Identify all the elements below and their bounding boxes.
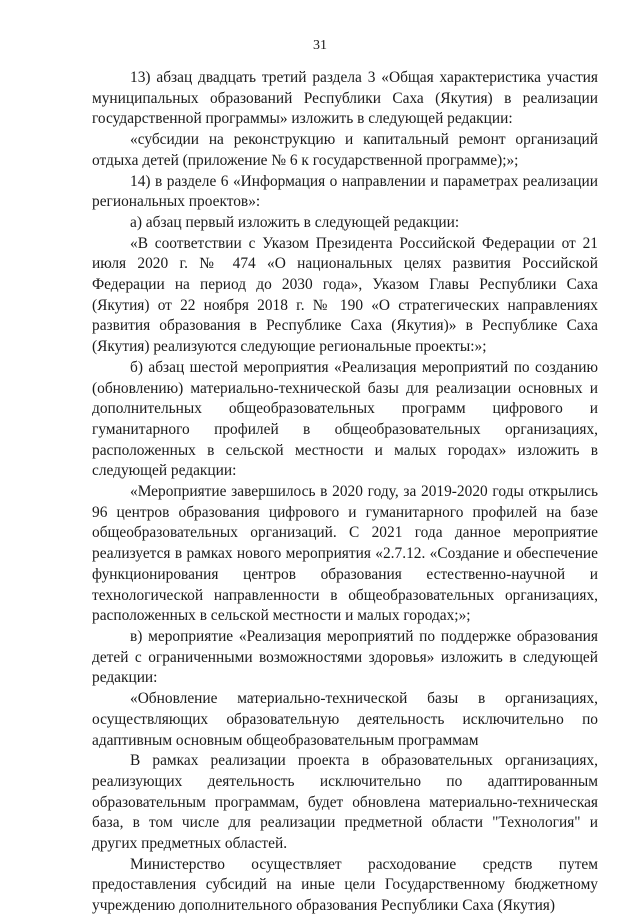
paragraph: Министерство осуществляет расходование средств путем предоставления субсидий на иные цели Государственному бюджетному учреждению дополнительного образования Республики Саха (Якутия)	[92, 855, 598, 915]
paragraph: «субсидии на реконструкцию и капитальный ремонт организаций отдыха детей (приложение № 6 к государственной программе);»;	[92, 131, 598, 169]
paragraph: в) мероприятие «Реализация мероприятий по поддержке образования детей с ограниченными возможностями здоровья» изложить в следующей редакции:	[92, 627, 598, 687]
paragraph: а) абзац первый изложить в следующей редакции:	[130, 213, 460, 231]
paragraph: 13) абзац двадцать третий раздела 3 «Общая характеристика участия муниципальных образований Республики Саха (Якутия) в реализации государственной программы» изложить в следующей редакции:	[92, 69, 598, 128]
paragraph: «Мероприятие завершилось в 2020 году, за 2019-2020 годы открылись 96 центров образования цифрового и гуманитарного профилей на базе общеобразовательных организаций. С 2021 года данное мероприятие реализуется в рамках нового мероприятия «2.7.12. «Создание и обеспечение функционирования центров образования естественно-научной и технологической направленности в общеобразовательных организациях, расположенных в сельской местности и малых городах;»;	[92, 483, 598, 625]
page-number: 31	[313, 38, 327, 53]
paragraph: б) абзац шестой мероприятия «Реализация мероприятий по созданию (обновлению) материально-технической базы для реализации основных и дополнительных общеобразовательных программ цифрового и гуманитарного профилей в общеобразовательных организациях, расположенных в сельской местности и малых городах» изложить в следующей редакции:	[92, 358, 598, 480]
paragraph: «В соответствии с Указом Президента Российской Федерации от 21 июля 2020 г. № 474 «О национальных целях развития Российской Федерации на период до 2030 года», Указом Главы Республики Саха (Якутия) от 22 ноября 2018 г. № 190 «О стратегических направлениях развития образования в Республике Саха (Якутия)» в Республике Саха (Якутия) реализуются следующие региональные проекты:»;	[92, 234, 598, 356]
paragraph: «Обновление материально-технической базы в организациях, осуществляющих образовательную деятельность исключительно по адаптивным основным общеобразовательным программам	[92, 690, 598, 749]
paragraph: В рамках реализации проекта в образовательных организациях, реализующих деятельность исключительно по адаптированным образовательным программам, будет обновлена материально-техническая база, в том числе для реализации предметной области "Технология" и других предметных областей.	[92, 752, 598, 853]
paragraph: 14) в разделе 6 «Информация о направлении и параметрах реализации региональных проектов»:	[92, 172, 598, 211]
document-body	[92, 68, 598, 917]
